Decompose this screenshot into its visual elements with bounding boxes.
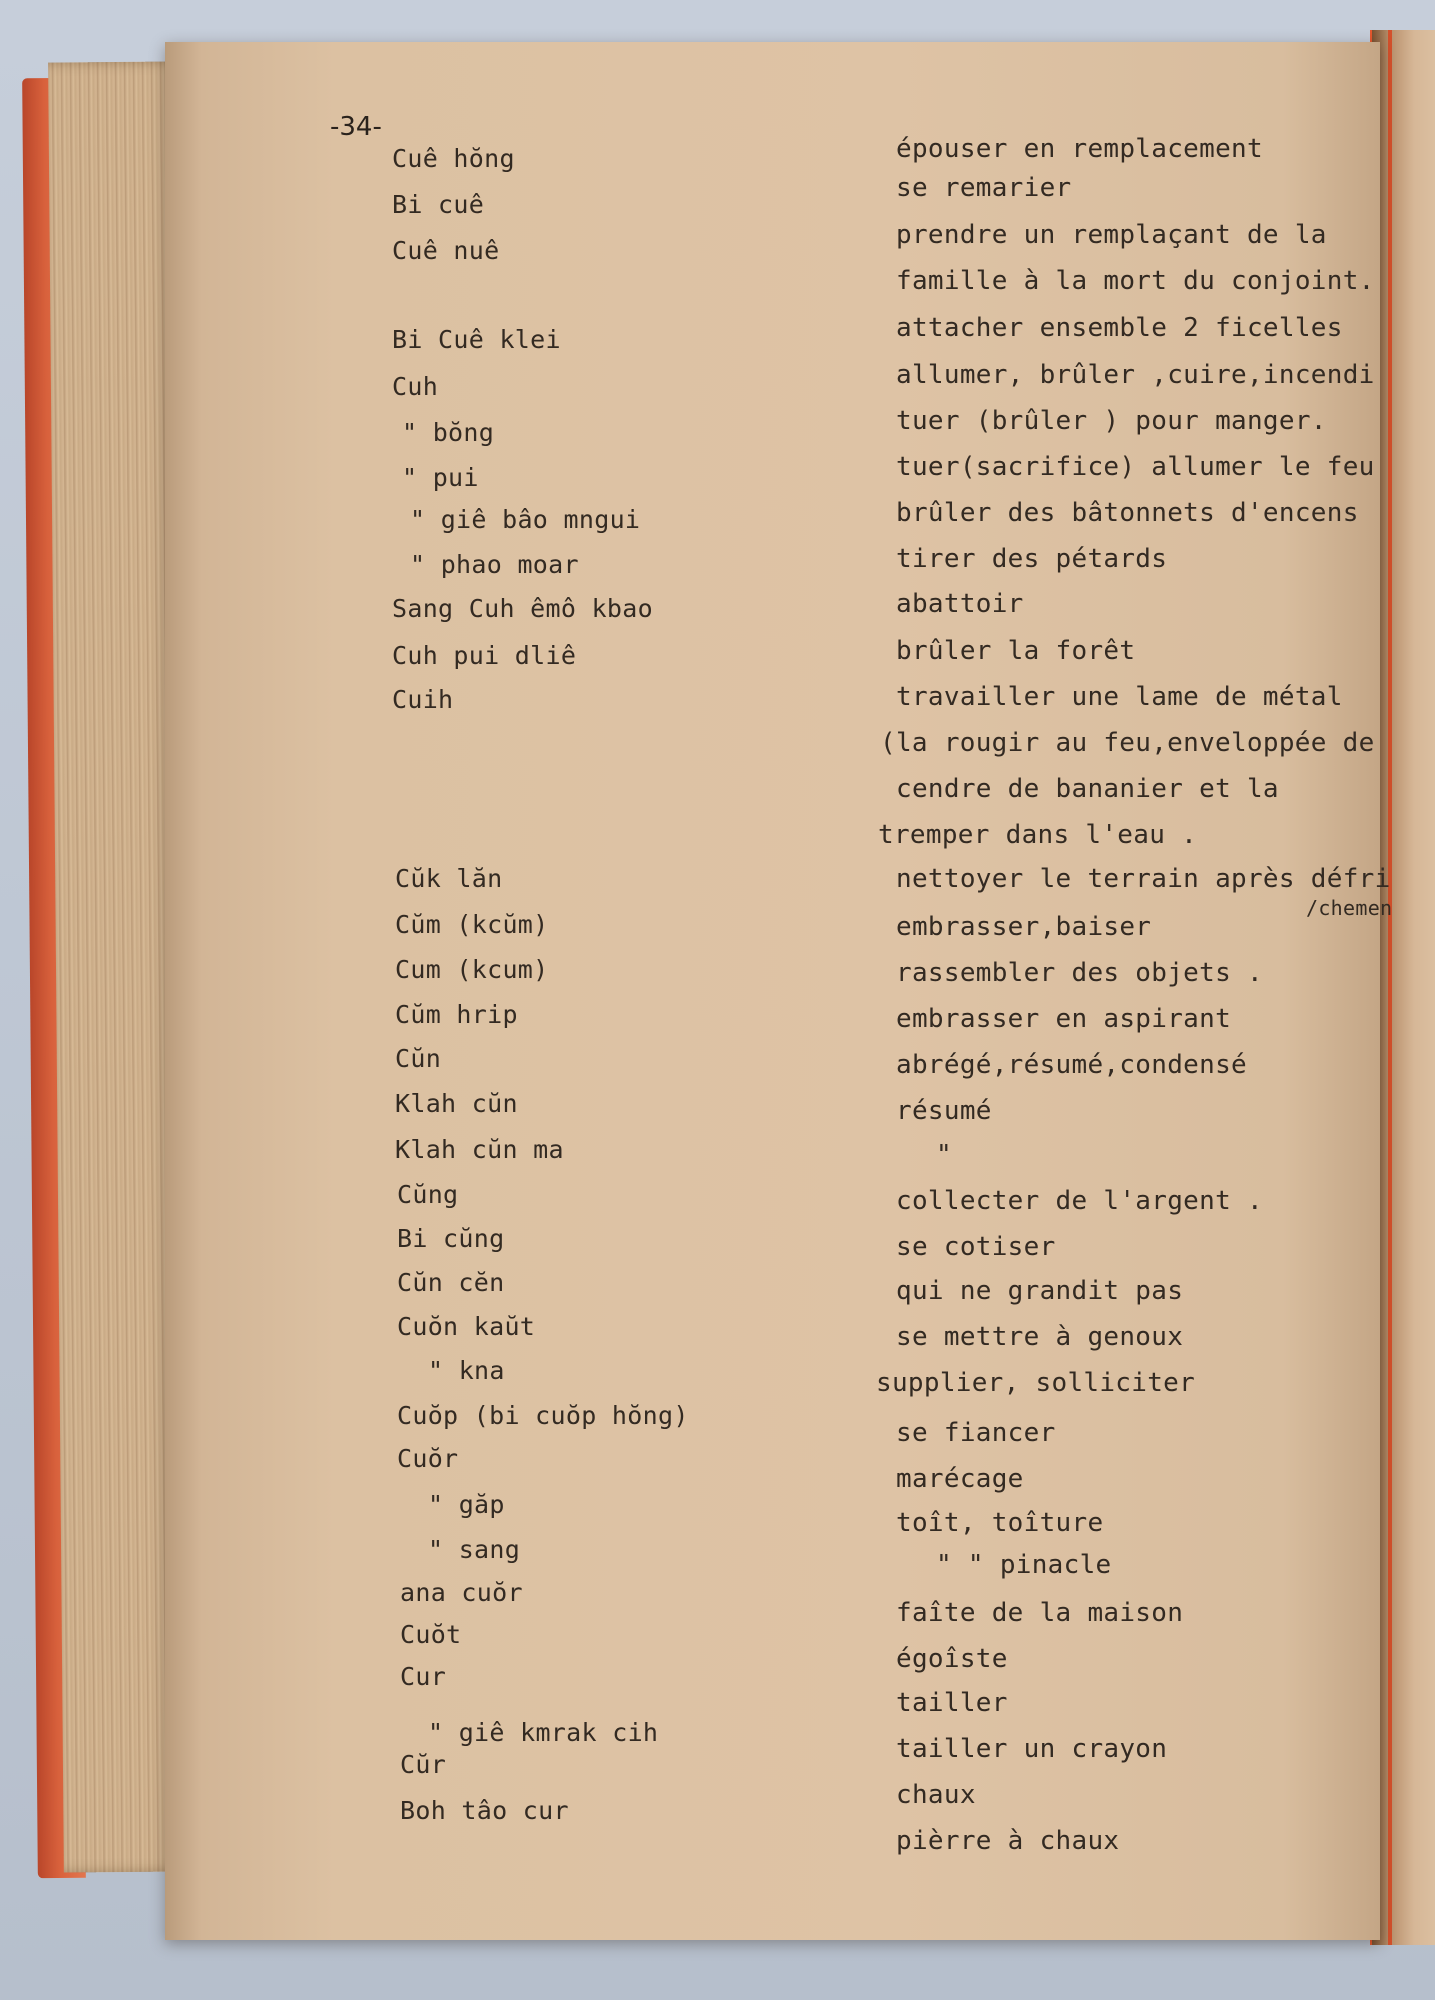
headword: Cuŏr bbox=[397, 1444, 459, 1473]
translation: épouser en remplacement bbox=[896, 134, 1263, 164]
translation: se cotiser bbox=[896, 1232, 1056, 1262]
page-number: -34- bbox=[330, 112, 382, 142]
headword: " găp bbox=[428, 1490, 505, 1519]
translation: attacher ensemble 2 ficelles bbox=[896, 313, 1343, 343]
headword: " pui bbox=[402, 463, 479, 492]
headword: Cŭm hrip bbox=[395, 1000, 518, 1029]
translation: embrasser,baiser bbox=[896, 912, 1152, 942]
headword: " giê bâo mngui bbox=[410, 505, 641, 534]
headword: Cŭr bbox=[400, 1750, 447, 1779]
translation: (la rougir au feu,enveloppée de bbox=[880, 728, 1375, 758]
translation: brûler des bâtonnets d'encens bbox=[896, 498, 1359, 528]
translation: abattoir bbox=[896, 589, 1024, 619]
translation: embrasser en aspirant bbox=[896, 1004, 1232, 1034]
headword: Cŭm (kcŭm) bbox=[395, 910, 549, 939]
translation: brûler la forêt bbox=[896, 636, 1136, 666]
headword: Cuê hŏng bbox=[392, 144, 515, 173]
translation: qui ne grandit pas bbox=[896, 1276, 1184, 1306]
headword: Boh tâo cur bbox=[400, 1796, 569, 1825]
translation: tailler bbox=[896, 1688, 1008, 1718]
ditto-mark: " bbox=[936, 1140, 952, 1170]
headword: " kna bbox=[428, 1356, 505, 1385]
translation: résumé bbox=[896, 1096, 992, 1126]
headword: ana cuŏr bbox=[400, 1578, 523, 1607]
headword: Cŭng bbox=[397, 1180, 459, 1209]
translation: cendre de bananier et la bbox=[896, 774, 1279, 804]
translation-note: /chemen bbox=[1306, 896, 1393, 920]
headword: Klah cŭn bbox=[395, 1089, 518, 1118]
headword: Cur bbox=[400, 1662, 447, 1691]
headword: Sang Cuh êmô kbao bbox=[392, 594, 653, 623]
translation: tailler un crayon bbox=[896, 1734, 1168, 1764]
translation: travailler une lame de métal bbox=[896, 682, 1343, 712]
facing-page-red-strip bbox=[1388, 30, 1392, 1945]
headword: Cuŏt bbox=[400, 1620, 462, 1649]
translation: abrégé,résumé,condensé bbox=[896, 1050, 1247, 1080]
headword: Bi cuê bbox=[392, 190, 485, 219]
translation: se remarier bbox=[896, 173, 1072, 203]
translation: prendre un remplaçant de la bbox=[896, 220, 1327, 250]
translation: chaux bbox=[896, 1780, 976, 1810]
headword: " phao moar bbox=[410, 550, 579, 579]
headword: Cuih bbox=[392, 685, 454, 714]
translation: tuer (brûler ) pour manger. bbox=[896, 406, 1327, 436]
headword: Cuŏp (bi cuŏp hŏng) bbox=[397, 1401, 689, 1430]
translation: rassembler des objets . bbox=[896, 958, 1263, 988]
headword: Bi Cuê klei bbox=[392, 325, 561, 354]
translation: tuer(sacrifice) allumer le feu bbox=[896, 452, 1375, 482]
headword: Cuh bbox=[392, 372, 439, 401]
headword: Cŭn cĕn bbox=[397, 1268, 505, 1297]
translation: allumer, brûler ,cuire,incendi bbox=[896, 360, 1375, 390]
headword: Cum (kcum) bbox=[395, 955, 549, 984]
headword: Bi cŭng bbox=[397, 1224, 505, 1253]
translation: nettoyer le terrain après défri bbox=[896, 864, 1391, 894]
translation: marécage bbox=[896, 1464, 1024, 1494]
headword: Klah cŭn ma bbox=[395, 1135, 564, 1164]
translation: " " pinacle bbox=[936, 1550, 1112, 1580]
translation: famille à la mort du conjoint. bbox=[896, 266, 1375, 296]
headword: Cuê nuê bbox=[392, 236, 500, 265]
translation: se fiancer bbox=[896, 1418, 1056, 1448]
translation: toît, toîture bbox=[896, 1508, 1104, 1538]
translation: se mettre à genoux bbox=[896, 1322, 1184, 1352]
translation: faîte de la maison bbox=[896, 1598, 1184, 1628]
headword: " sang bbox=[428, 1535, 521, 1564]
translation: collecter de l'argent . bbox=[896, 1186, 1263, 1216]
translation: pièrre à chaux bbox=[896, 1826, 1120, 1856]
headword: Cuh pui dliê bbox=[392, 641, 577, 670]
translation: tremper dans l'eau . bbox=[878, 820, 1198, 850]
translation: égoîste bbox=[896, 1644, 1008, 1674]
headword: Cŭn bbox=[395, 1044, 442, 1073]
headword: Cuŏn kaŭt bbox=[397, 1312, 536, 1341]
headword: " giê kmrak cih bbox=[428, 1718, 659, 1747]
translation: tirer des pétards bbox=[896, 544, 1168, 574]
headword: " bŏng bbox=[402, 418, 495, 447]
translation: supplier, solliciter bbox=[876, 1368, 1196, 1398]
headword: Cŭk lăn bbox=[395, 864, 503, 893]
